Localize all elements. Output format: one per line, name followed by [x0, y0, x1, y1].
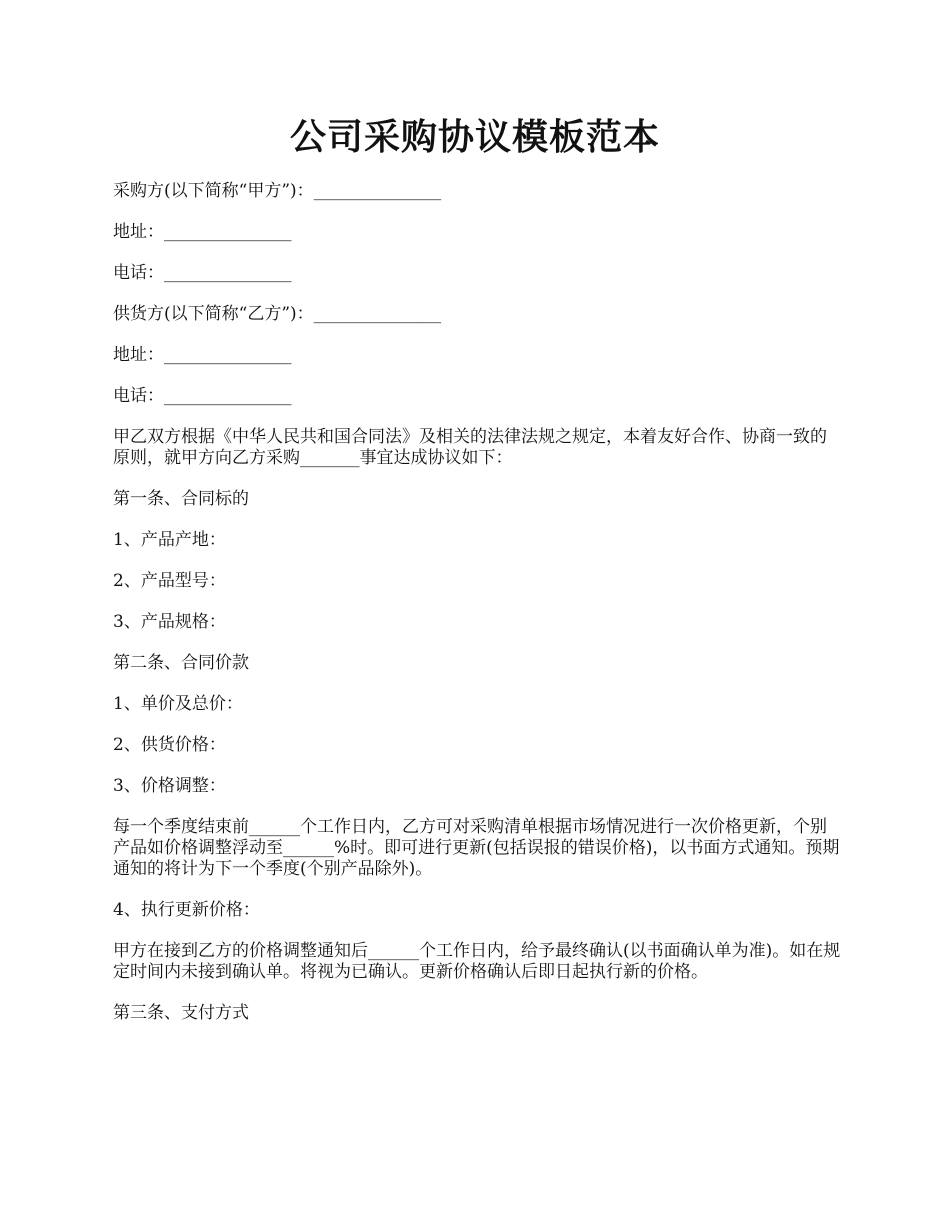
article-2-item-3: 3、价格调整： — [113, 776, 226, 796]
supplier-address-line: 地址：_______________ — [113, 345, 292, 365]
preamble-paragraph: 甲乙双方根据《中华人民共和国合同法》及相关的法律法规之规定，本着友好合作、协商一致的原则，就甲方向乙方采购_______事宜达成协议如下： — [113, 427, 827, 468]
document-body — [113, 181, 843, 1044]
article-1-heading: 第一条、合同标的 — [113, 489, 249, 509]
buyer-address-line: 地址：_______________ — [113, 222, 292, 242]
buyer-phone-line: 电话：_______________ — [113, 263, 292, 283]
article-3-heading: 第三条、支付方式 — [113, 1003, 249, 1023]
article-2-heading: 第二条、合同价款 — [113, 653, 249, 673]
article-2-item-1: 1、单价及总价： — [113, 694, 243, 714]
article-2-item-4: 4、执行更新价格： — [113, 900, 260, 920]
article-2-item-2: 2、供货价格： — [113, 735, 226, 755]
buyer-name-line: 采购方(以下简称“甲方”)：_______________ — [113, 181, 442, 201]
article-1-item-3: 3、产品规格： — [113, 612, 226, 632]
price-confirmation-paragraph: 甲方在接到乙方的价格调整通知后______个工作日内，给予最终确认(以书面确认单为准)。如在规定时间内未接到确认单。将视为已确认。更新价格确认后即日起执行新的价格。 — [113, 941, 841, 982]
document-title: 公司采购协议模板范本 — [289, 116, 660, 158]
article-1-item-1: 1、产品产地： — [113, 530, 226, 550]
supplier-phone-line: 电话：_______________ — [113, 386, 292, 406]
supplier-name-line: 供货方(以下简称“乙方”)：_______________ — [113, 304, 442, 324]
article-1-item-2: 2、产品型号： — [113, 571, 226, 591]
price-adjustment-paragraph: 每一个季度结束前______个工作日内，乙方可对采购清单根据市场情况进行一次价格更新，个别产品如价格调整浮动至______%时。即可进行更新(包括误报的错误价格)，以书面方式通知。预期通知的将计为下一个季度(个别产品除外)。 — [113, 817, 840, 879]
